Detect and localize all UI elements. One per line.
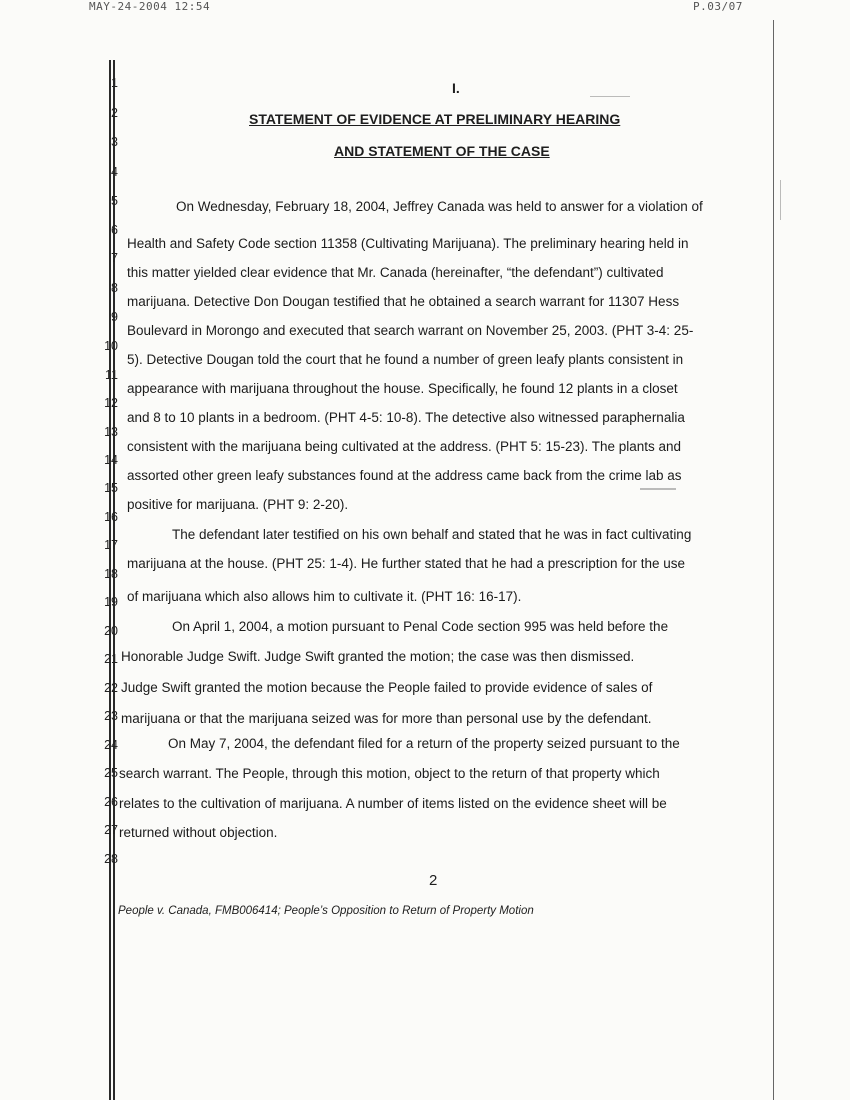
line-number: 21 (104, 652, 118, 666)
text-line: assorted other green leafy substances found at the address came back from the crime lab as (127, 468, 682, 483)
line-number: 13 (104, 425, 118, 439)
line-number: 1 (111, 76, 118, 90)
text-line: of marijuana which also allows him to cultivate it. (PHT 16: 16-17). (127, 589, 522, 604)
line-number: 6 (111, 223, 118, 237)
line-number: 9 (111, 310, 118, 324)
text-line: marijuana or that the marijuana seized was for more than personal use by the defendant. (121, 711, 652, 726)
line-number: 20 (104, 624, 118, 638)
line-number: 28 (104, 852, 118, 866)
text-line: this matter yielded clear evidence that Mr. Canada (hereinafter, “the defendant”) cultivated (127, 265, 664, 280)
text-line: 5). Detective Dougan told the court that he found a number of green leafy plants consistent in (127, 352, 684, 367)
fax-page-count: P.03/07 (693, 0, 743, 13)
text-line: relates to the cultivation of marijuana. A number of items listed on the evidence sheet will be (119, 796, 667, 811)
section-title: AND STATEMENT OF THE CASE (334, 143, 550, 159)
section-title: STATEMENT OF EVIDENCE AT PRELIMINARY HEARING (249, 111, 621, 127)
document-footer: People v. Canada, FMB006414; People’s Opposition to Return of Property Motion (118, 905, 534, 917)
line-number: 12 (104, 396, 118, 410)
line-number: 3 (111, 135, 118, 149)
line-number: 14 (104, 453, 118, 467)
line-number: 23 (104, 709, 118, 723)
line-number: 24 (104, 738, 118, 752)
line-number: 16 (104, 510, 118, 524)
line-number: 22 (104, 681, 118, 695)
text-line: On Wednesday, February 18, 2004, Jeffrey Canada was held to answer for a violation of (176, 199, 703, 214)
text-line: Honorable Judge Swift. Judge Swift granted the motion; the case was then dismissed. (121, 649, 635, 664)
line-number: 27 (104, 823, 118, 837)
line-number: 18 (104, 567, 118, 581)
line-number: 5 (111, 194, 118, 208)
text-line: Judge Swift granted the motion because the People failed to provide evidence of sales of (121, 680, 653, 695)
line-number: 2 (111, 106, 118, 120)
text-line: On May 7, 2004, the defendant filed for a return of the property seized pursuant to the (168, 736, 680, 751)
text-line: marijuana at the house. (PHT 25: 1-4). He further stated that he had a prescription for the use (127, 556, 686, 571)
text-line: Health and Safety Code section 11358 (Cultivating Marijuana). The preliminary hearing held in (127, 236, 689, 251)
line-number: 19 (104, 595, 118, 609)
text-line: returned without objection. (119, 825, 278, 840)
scan-artifact (780, 180, 781, 220)
page-number: 2 (429, 872, 438, 889)
text-line: positive for marijuana. (PHT 9: 2-20). (127, 497, 349, 512)
text-line: On April 1, 2004, a motion pursuant to Penal Code section 995 was held before the (172, 619, 669, 634)
text-line: marijuana. Detective Don Dougan testified that he obtained a search warrant for 11307 Hess (127, 294, 680, 309)
line-number: 10 (104, 339, 118, 353)
scan-artifact (640, 488, 676, 490)
text-line: The defendant later testified on his own behalf and stated that he was in fact cultivating (172, 527, 692, 542)
line-number: 25 (104, 766, 118, 780)
fax-timestamp: MAY-24-2004 12:54 (89, 0, 211, 13)
section-numeral: I. (452, 80, 460, 96)
text-line: consistent with the marijuana being cultivated at the address. (PHT 5: 15-23). The plants and (127, 439, 682, 454)
line-number: 8 (111, 281, 118, 295)
text-line: and 8 to 10 plants in a bedroom. (PHT 4-5: 10-8). The detective also witnessed paraphernalia (127, 410, 685, 425)
line-number: 17 (104, 538, 118, 552)
text-line: search warrant. The People, through this motion, object to the return of that property which (119, 766, 660, 781)
line-number: 7 (111, 251, 118, 265)
text-line: Boulevard in Morongo and executed that search warrant on November 25, 2003. (PHT 3-4: 25- (127, 323, 694, 338)
line-number: 26 (104, 795, 118, 809)
line-number: 15 (104, 481, 118, 495)
scan-artifact (590, 96, 630, 97)
text-line: appearance with marijuana throughout the house. Specifically, he found 12 plants in a closet (127, 381, 678, 396)
line-number: 11 (105, 368, 118, 382)
right-margin-rule (773, 20, 774, 1100)
line-number: 4 (111, 165, 118, 179)
